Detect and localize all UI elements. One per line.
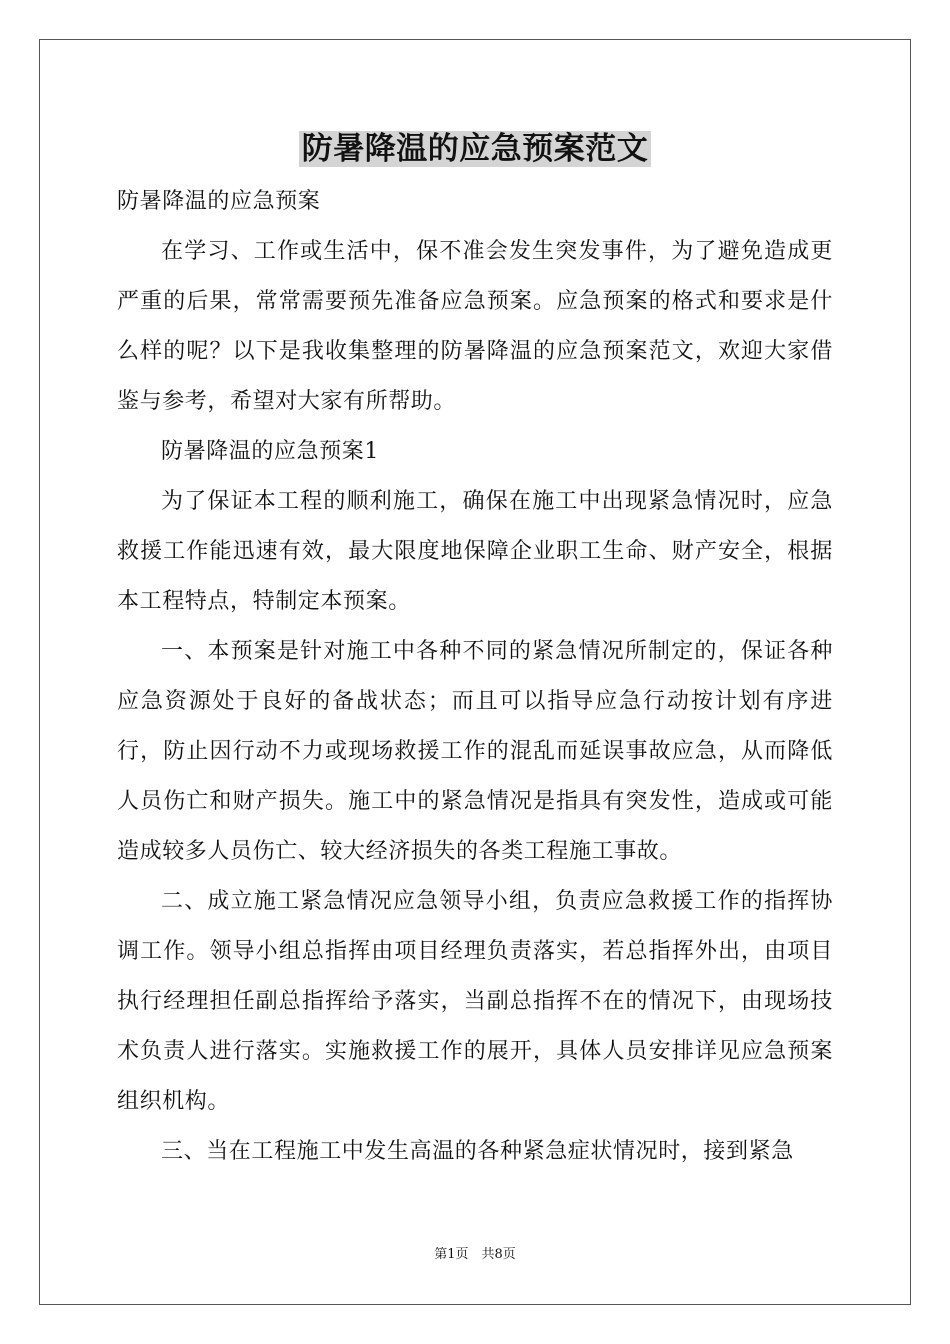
body-paragraph: 三、当在工程施工中发生高温的各种紧急症状情况时，接到紧急 [161, 1139, 794, 1164]
document-body [117, 177, 833, 1177]
body-paragraph: 为了保证本工程的顺利施工，确保在施工中出现紧急情况时，应急救援工作能迅速有效，最大限度地保障企业职工生命、财产安全，根据本工程特点，特制定本预案。 [117, 489, 833, 614]
body-paragraph: 一、本预案是针对施工中各种不同的紧急情况所制定的，保证各种应急资源处于良好的备战状态；而且可以指导应急行动按计划有序进行，防止因行动不力或现场救援工作的混乱而延误事故应急，从而降低人员伤亡和财产损失。施工中的紧急情况是指具有突发性，造成或可能造成较多人员伤亡、较大经济损失的各类工程施工事故。 [117, 639, 833, 864]
document-title [0, 127, 950, 171]
document-title-text: 防暑降温的应急预案范文 [299, 131, 652, 167]
intro-paragraph: 在学习、工作或生活中，保不准会发生突发事件，为了避免造成更严重的后果，常常需要预先准备应急预案。应急预案的格式和要求是什么样的呢？以下是我收集整理的防暑降温的应急预案范文，欢迎大家借鉴与参考，希望对大家有所帮助。 [117, 239, 833, 414]
page-number-footer: 第1页 共8页 [434, 1247, 516, 1262]
section-heading: 防暑降温的应急预案1 [161, 439, 379, 464]
subtitle-paragraph: 防暑降温的应急预案 [117, 189, 321, 214]
body-paragraph: 二、成立施工紧急情况应急领导小组，负责应急救援工作的指挥协调工作。领导小组总指挥由项目经理负责落实，若总指挥外出，由项目执行经理担任副总指挥给予落实，当副总指挥不在的情况下，由现场技术负责人进行落实。实施救援工作的展开，具体人员安排详见应急预案组织机构。 [117, 889, 833, 1114]
